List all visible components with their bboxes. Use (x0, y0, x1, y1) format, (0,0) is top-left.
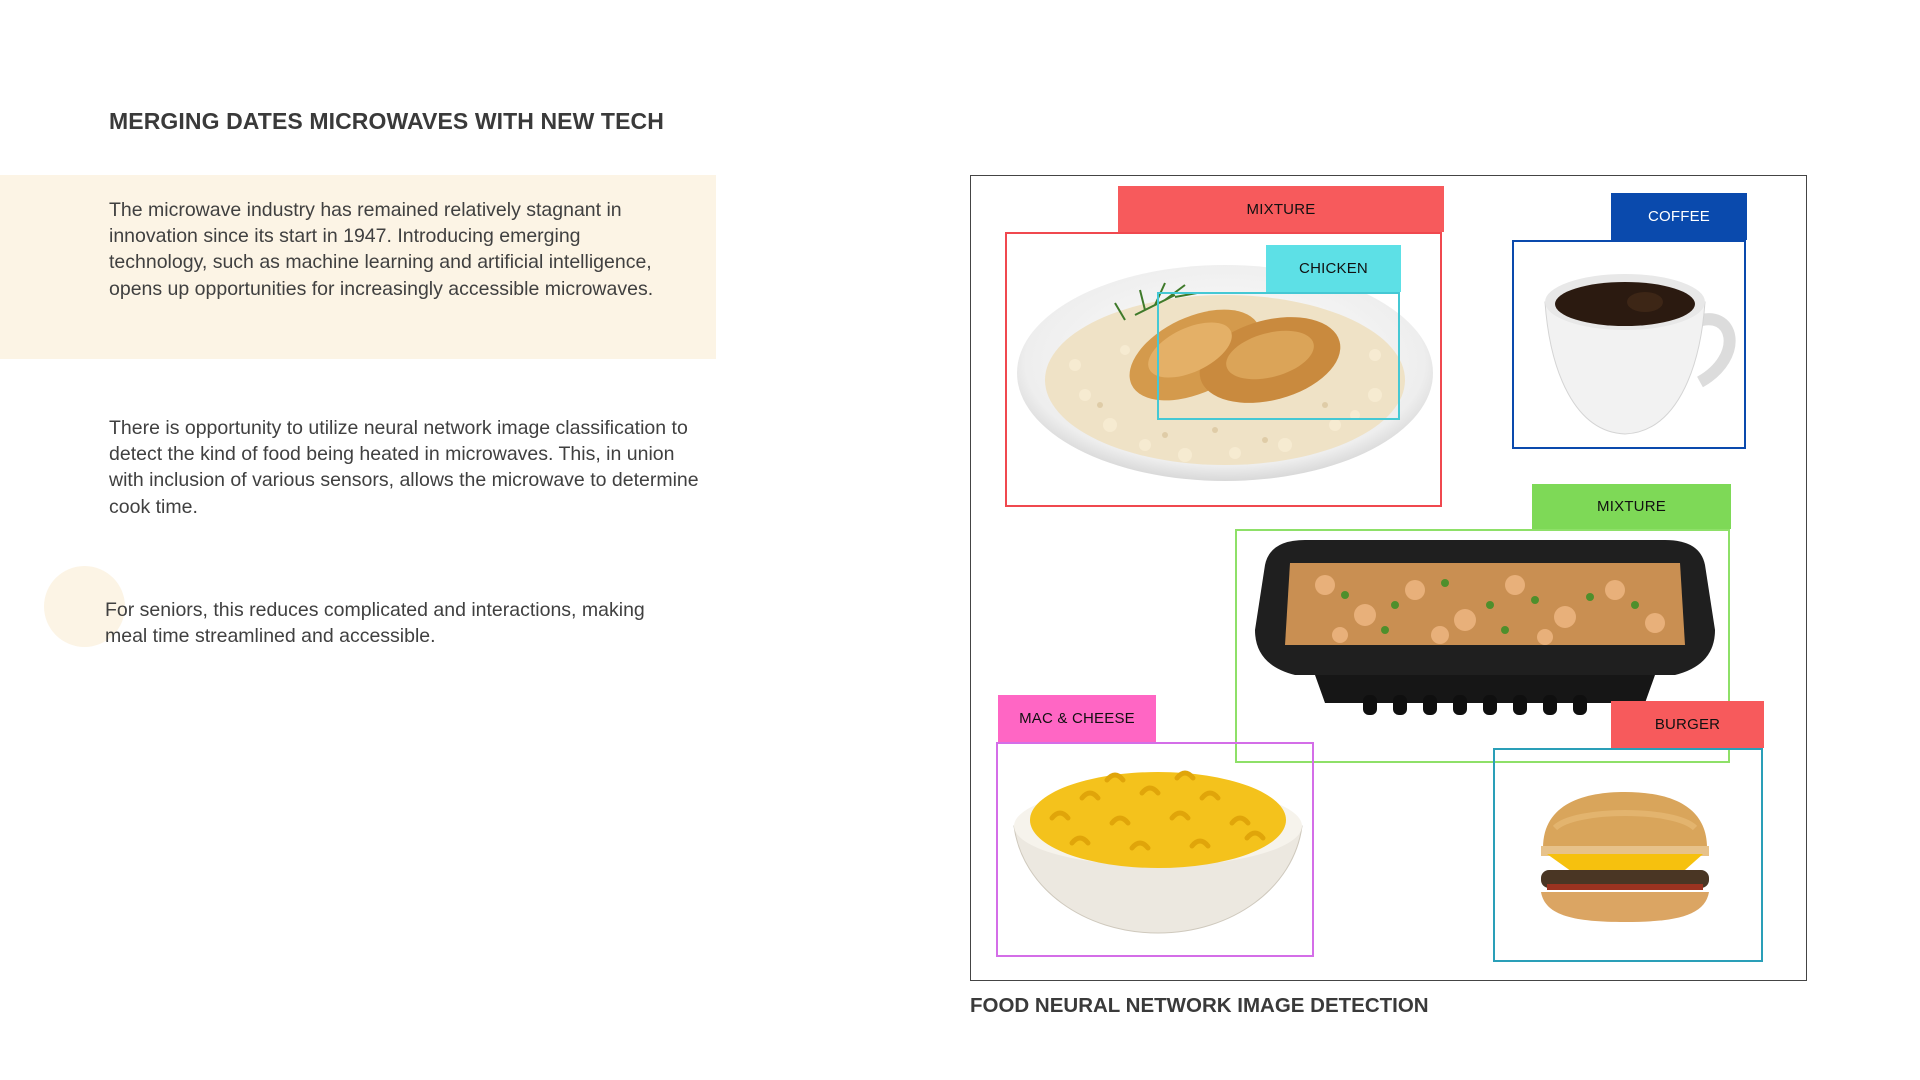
mixture-plate-label: MIXTURE (1118, 186, 1444, 232)
mac-cheese-label: MAC & CHEESE (998, 695, 1156, 742)
slide-title: MERGING DATES MICROWAVES WITH NEW TECH (109, 108, 664, 134)
seniors-paragraph: For seniors, this reduces complicated and interactions, making meal time streamlined and accessible. (105, 599, 645, 648)
chicken-label: CHICKEN (1266, 245, 1401, 292)
figure-caption: FOOD NEURAL NETWORK IMAGE DETECTION (970, 994, 1429, 1017)
intro-paragraph: The microwave industry has remained relatively stagnant in innovation since its start in 1947. Introducing emerging technology, such as machine learning and artificial intelligence, opens up opportunities for increasingly accessible microwaves. (109, 199, 654, 300)
coffee-detection-box (1512, 240, 1746, 449)
mac-cheese-detection-box (996, 742, 1314, 957)
burger-detection-box (1493, 748, 1763, 962)
coffee-label: COFFEE (1611, 193, 1747, 240)
mixture-tray-label: MIXTURE (1532, 484, 1731, 529)
burger-label: BURGER (1611, 701, 1764, 748)
opportunity-paragraph: There is opportunity to utilize neural network image classification to detect the kind of food being heated in microwaves. This, in union with inclusion of various sensors, allows the microwave to determine cook time. (109, 417, 699, 518)
chicken-detection-box (1157, 292, 1400, 420)
